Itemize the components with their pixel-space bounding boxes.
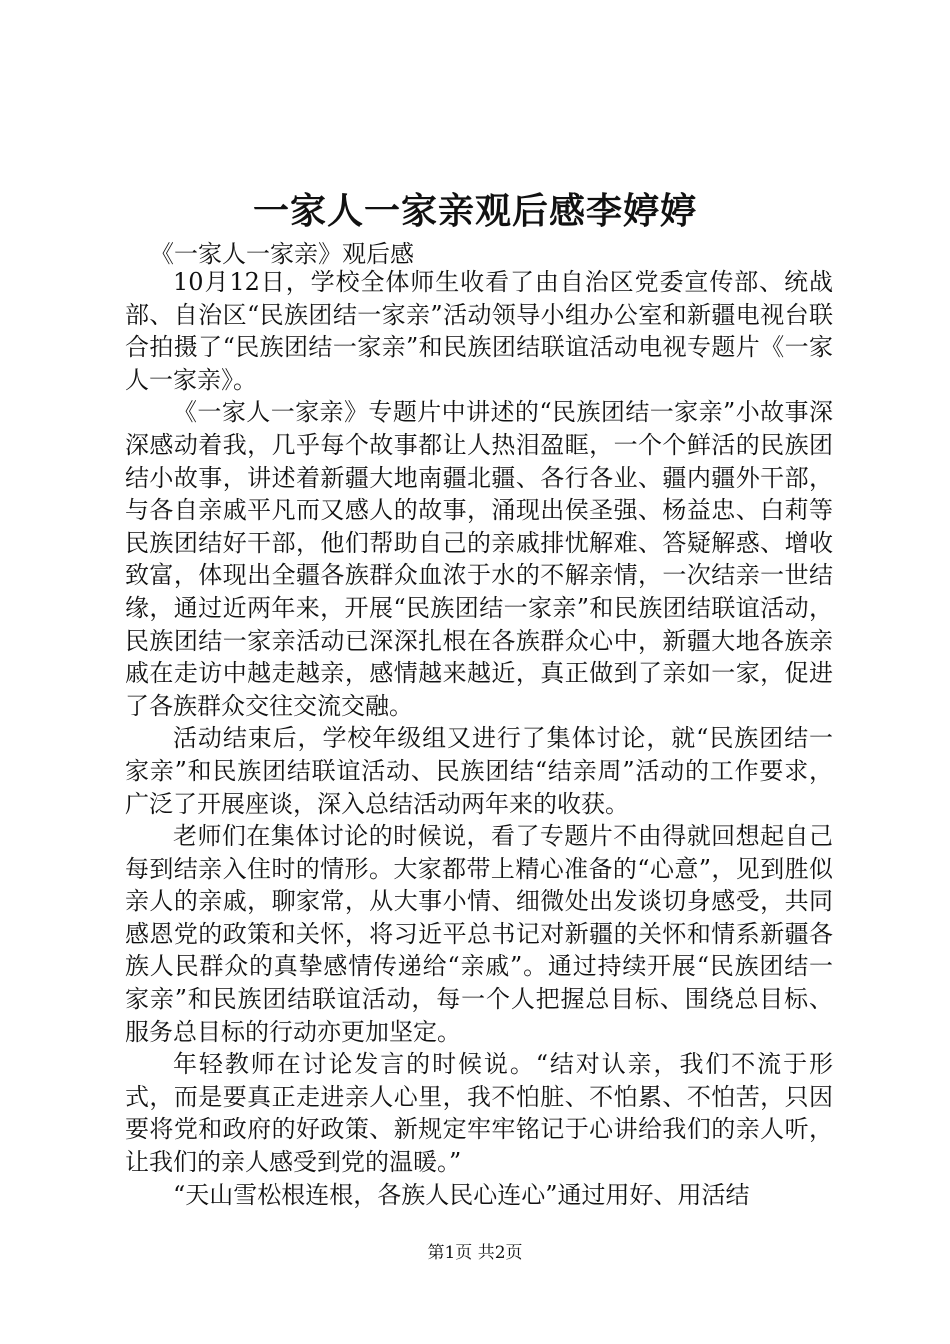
paragraph: 活动结束后，学校年级组又进行了集体讨论，就“民族团结一家亲”和民族团结联谊活动、民族团结“结亲周”活动的工作要求，广泛了开展座谈，深入总结活动两年来的收获。 bbox=[125, 724, 833, 818]
paragraph: 年轻教师在讨论发言的时候说。“结对认亲，我们不流于形式，而是要真正走进亲人心里，我不怕脏、不怕累、不怕苦，只因要将党和政府的好政策、新规定牢牢铭记于心讲给我们的亲人听，让我们的亲人感受到党的温暖。” bbox=[125, 1050, 833, 1177]
paragraph: “天山雪松根连根，各族人民心连心”通过用好、用活结 bbox=[173, 1180, 750, 1209]
document-title: 一家人一家亲观后感李婷婷 bbox=[252, 190, 697, 232]
paragraph: 老师们在集体讨论的时候说，看了专题片不由得就回想起自己每到结亲入住时的情形。大家都带上精心准备的“心意”，见到胜似亲人的亲戚，聊家常，从大事小情、细微处出发谈切身感受，共同感恩党的政策和关怀，将习近平总书记对新疆的关怀和情系新疆各族人民群众的真挚感情传递给“亲戚”。通过持续开展“民族团结一家亲”和民族团结联谊活动，每一个人把握总目标、围绕总目标、服务总目标的行动亦更加坚定。 bbox=[125, 822, 833, 1046]
document-subtitle: 《一家人一家亲》观后感 bbox=[150, 240, 414, 268]
page-footer: 第1页 共2页 bbox=[427, 1243, 523, 1263]
paragraph: 《一家人一家亲》专题片中讲述的“民族团结一家亲”小故事深深感动着我，几乎每个故事都让人热泪盈眶，一个个鲜活的民族团结小故事，讲述着新疆大地南疆北疆、各行各业、疆内疆外干部，与各自亲戚平凡而又感人的故事，涌现出侯圣强、杨益忠、白莉等民族团结好干部，他们帮助自己的亲戚排忧解难、答疑解惑、增收致富，体现出全疆各族群众血浓于水的不解亲情，一次结亲一世结缘，通过近两年来，开展“民族团结一家亲”和民族团结联谊活动，民族团结一家亲活动已深深扎根在各族群众心中，新疆大地各族亲戚在走访中越走越亲，感情越来越近，真正做到了亲如一家，促进了各族群众交往交流交融。 bbox=[125, 398, 833, 720]
document-body bbox=[125, 266, 833, 1211]
paragraph: 10月12日，学校全体师生收看了由自治区党委宣传部、统战部、自治区“民族团结一家亲”活动领导小组办公室和新疆电视台联合拍摄了“民族团结一家亲”和民族团结联谊活动电视专题片《一家人一家亲》。 bbox=[125, 268, 833, 394]
